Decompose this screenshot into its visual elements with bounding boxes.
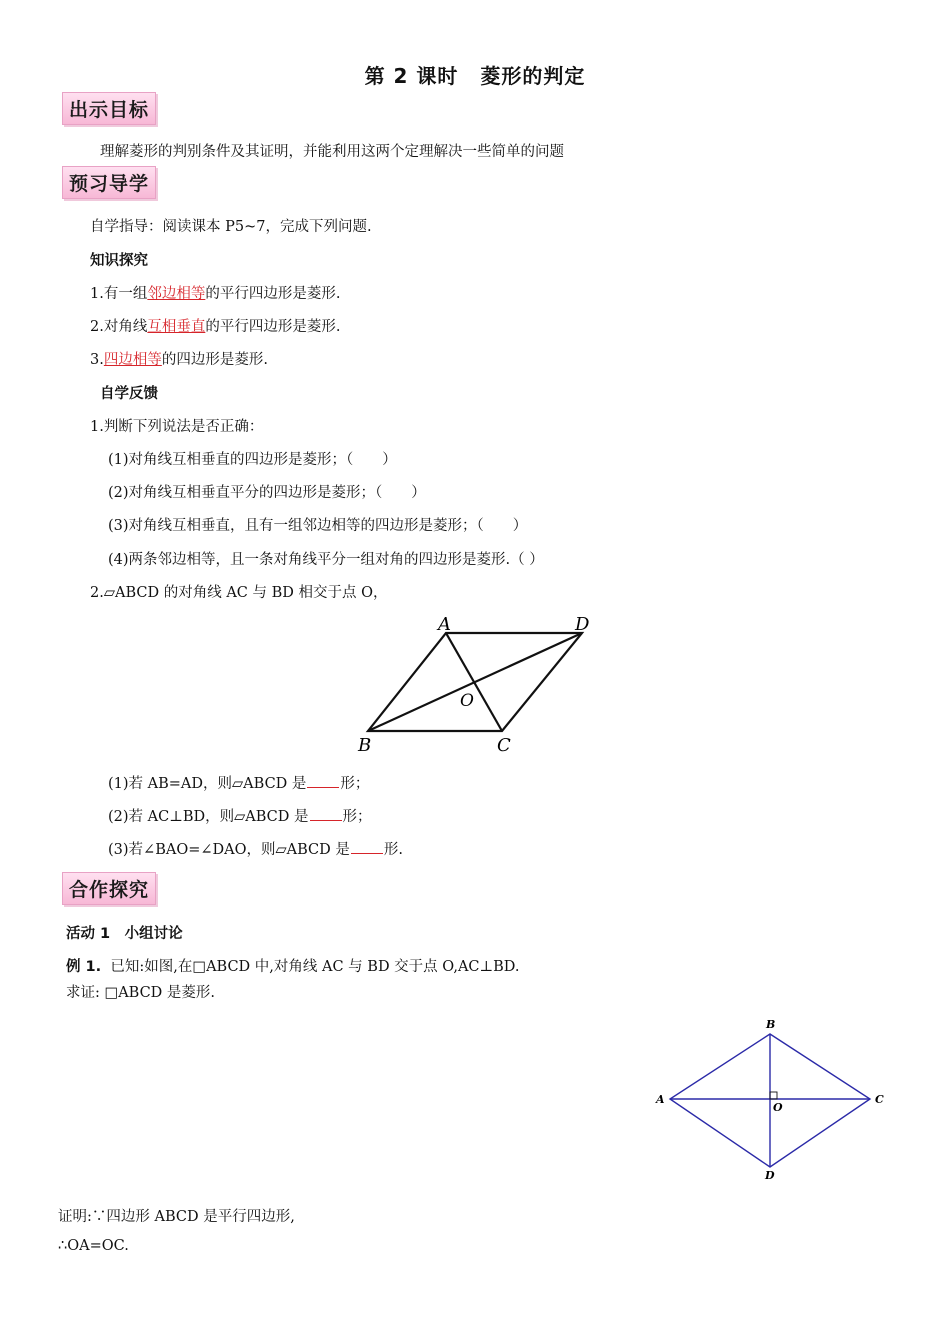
judgement-item: (2)对角线互相垂直平分的四边形是菱形；（ ） — [108, 485, 426, 501]
vertex-label-d: D — [765, 1169, 775, 1182]
fill-item: (1)若 AB=AD，则▱ABCD 是 形； — [108, 772, 369, 793]
example-label: 例 1. — [66, 959, 102, 975]
rhombus-lines — [670, 1034, 870, 1167]
vertex-label-a: A — [438, 614, 451, 635]
answer-blank[interactable] — [307, 773, 339, 788]
vertex-label-d: D — [575, 614, 590, 635]
vertex-label-a: A — [656, 1093, 665, 1106]
answer-blank[interactable] — [310, 806, 342, 821]
vertex-label-c: C — [875, 1093, 884, 1106]
knowledge-item: 3.四边相等的四边形是菱形. — [90, 352, 268, 368]
rhombus-figure — [650, 1012, 890, 1187]
answer-text: 四边相等 — [103, 352, 162, 368]
self-study-guide: 自学指导：阅读课本 P5~7，完成下列问题. — [90, 219, 372, 235]
fill-item: (3)若∠BAO=∠DAO，则▱ABCD 是 形. — [108, 838, 403, 859]
lesson-topic: 菱形的判定 — [480, 64, 586, 88]
right-angle-mark — [770, 1092, 777, 1099]
vertex-label-b: B — [766, 1018, 776, 1031]
fill-item: (2)若 AC⊥BD，则▱ABCD 是 形； — [108, 805, 372, 826]
example-statement: 例 1. 已知:如图,在□ABCD 中,对角线 AC 与 BD 交于点 O,AC⊥BD. — [66, 959, 520, 975]
knowledge-heading: 知识探究 — [90, 253, 148, 269]
answer-blank[interactable] — [351, 839, 383, 854]
section-banner-cooperate: 合作探究 — [62, 872, 156, 905]
parallelogram-lines — [368, 633, 582, 731]
question-2: 2.▱ABCD 的对角线 AC 与 BD 相交于点 O， — [90, 585, 388, 601]
question-1: 1.判断下列说法是否正确： — [90, 419, 264, 435]
diagonal-bd — [368, 633, 582, 731]
center-label-o: O — [773, 1101, 783, 1114]
parallelogram-figure — [350, 608, 600, 758]
center-label-o: O — [460, 691, 474, 711]
activity-heading: 活动 1 小组讨论 — [66, 926, 183, 942]
judgement-item: (4)两条邻边相等，且一条对角线平分一组对角的四边形是菱形.（ ） — [108, 552, 544, 568]
proof-line-1: 证明:∵四边形 ABCD 是平行四边形, — [58, 1209, 295, 1225]
section-banner-preview: 预习导学 — [62, 166, 156, 199]
lesson-number: 第 2 课时 — [364, 64, 459, 88]
answer-text: 互相垂直 — [147, 319, 206, 335]
feedback-heading: 自学反馈 — [100, 386, 158, 402]
knowledge-item: 2.对角线互相垂直的平行四边形是菱形. — [90, 319, 341, 335]
answer-text: 邻边相等 — [147, 286, 206, 302]
page-title — [0, 60, 950, 89]
judgement-item: (3)对角线互相垂直，且有一组邻边相等的四边形是菱形；（ ） — [108, 518, 528, 534]
judgement-item: (1)对角线互相垂直的四边形是菱形；（ ） — [108, 452, 397, 468]
knowledge-item: 1.有一组邻边相等的平行四边形是菱形. — [90, 286, 341, 302]
prove-statement: 求证: □ABCD 是菱形. — [66, 985, 216, 1001]
vertex-label-b: B — [358, 735, 372, 756]
proof-line-2: ∴OA=OC. — [58, 1238, 129, 1254]
vertex-label-c: C — [497, 735, 511, 756]
goal-text: 理解菱形的判别条件及其证明，并能利用这两个定理解决一些简单的问题 — [100, 144, 564, 160]
section-banner-goals: 出示目标 — [62, 92, 156, 125]
